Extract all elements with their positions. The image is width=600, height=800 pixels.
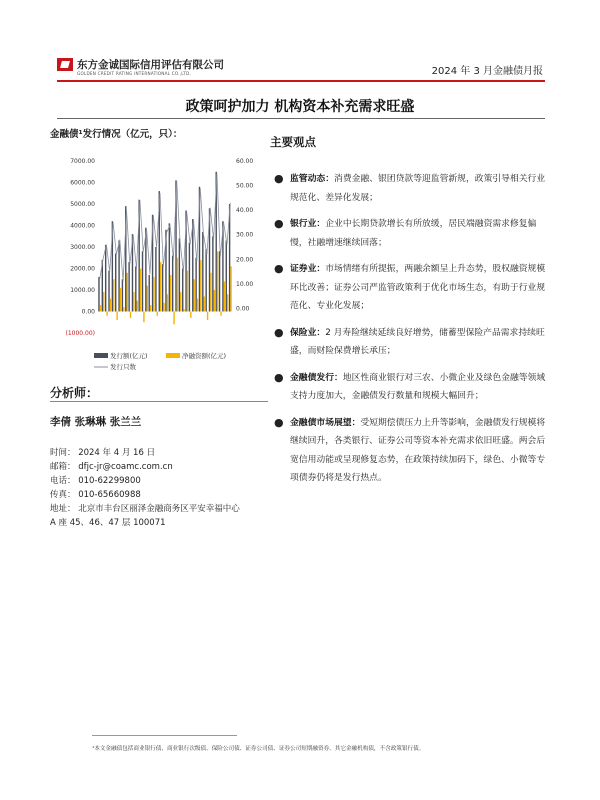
bar-issuance <box>122 279 123 311</box>
point-bond-issuance: ● 金融债发行：地区性商业银行对三农、小微企业及绿色金融等领域支持力度加大，金融债发行数量和规模大幅回升； <box>274 370 546 401</box>
bar-net-financing <box>143 312 144 323</box>
bar-issuance <box>179 238 180 311</box>
point-insurance: ● 保险业：2 月寿险继续延续良好增势，储蓄型保险产品需求持续旺盛，而财险保费增长承压； <box>274 325 545 356</box>
bullet-dot-icon: ● <box>274 172 284 185</box>
bar-net-financing <box>167 294 168 311</box>
bar-issuance <box>182 269 183 312</box>
company-logo <box>57 58 73 71</box>
bar-issuance <box>162 264 163 311</box>
bar-issuance <box>169 223 170 311</box>
bar-net-financing <box>193 279 194 311</box>
contact-email: 邮箱： dfjc-jr@coamc.com.cn <box>50 462 173 472</box>
bar-issuance <box>226 241 227 312</box>
bar-issuance <box>172 256 173 312</box>
bar-issuance <box>118 241 119 312</box>
bar-net-financing <box>220 312 221 316</box>
legend-swatch-issuance <box>94 353 108 358</box>
main-points-list <box>274 170 552 496</box>
bar-issuance <box>195 258 196 312</box>
bar-issuance <box>212 236 213 311</box>
right-axis-tick-label: 30.00 <box>236 231 254 239</box>
footnote: ¹本文金融债包括商业银行债、商业银行次级债、保险公司债、证券公司债、证券公司短期融资券、其它金融机构债，不含政策银行债。 <box>92 746 425 752</box>
bar-net-financing <box>123 307 124 311</box>
contact-address-line2: A 座 45、46、47 层 100071 <box>50 518 166 528</box>
left-axis-tick-label: (1000.00) <box>65 330 95 337</box>
report-date: 时间： 2024 年 4 月 16 日 <box>50 448 156 458</box>
analyst-heading: 分析师： <box>50 386 99 400</box>
bar-net-financing <box>157 312 158 316</box>
bar-net-financing <box>224 281 225 311</box>
point-market-outlook: ● 金融债市场展望：受短期偿债压力上升等影响，金融债发行规模将继续回升，各类银行、证券公司等资本补充需求依旧旺盛。两会后宽信用动能或呈现修复态势，在政策持续加码下，绿色、小微等专项债券仍将是发行热点。 <box>274 415 546 483</box>
bar-net-financing <box>177 258 178 312</box>
bullet-dot-icon: ● <box>274 217 284 230</box>
bar-issuance <box>219 251 220 311</box>
main-points-heading: 主要观点 <box>270 135 316 149</box>
report-name: 2024 年 3 月金融债月报 <box>431 66 543 77</box>
bar-net-financing <box>100 305 101 311</box>
bar-issuance <box>128 262 129 311</box>
left-axis-tick-label: 5000.00 <box>70 201 95 208</box>
bar-issuance <box>155 247 156 312</box>
right-axis-tick-label: 50.00 <box>236 182 254 190</box>
legend-label-count: 发行只数 <box>110 363 136 371</box>
bar-net-financing <box>116 312 117 321</box>
contact-address-line1: 地址： 北京市丰台区丽泽金融商务区平安幸福中心 <box>50 504 240 514</box>
bar-issuance <box>202 232 203 312</box>
analyst-names: 李倩 张琳琳 张兰兰 <box>50 416 142 428</box>
bar-issuance <box>149 275 150 312</box>
point-securities: ● 证券业：市场情绪有所提振，两融余额呈上升态势，股权融资规模环比改善；证券公司严监管政策利于优化市场生态，有助于行业规范化、专业化发展； <box>274 262 546 311</box>
bar-net-financing <box>113 279 114 311</box>
bar-net-financing <box>210 273 211 312</box>
bar-net-financing <box>204 296 205 311</box>
bar-net-financing <box>217 251 218 311</box>
bar-net-financing <box>190 312 191 318</box>
bar-net-financing <box>160 262 161 311</box>
right-axis-tick-label: 0.00 <box>236 305 250 313</box>
bar-net-financing <box>170 275 171 312</box>
bar-issuance <box>98 277 99 311</box>
footnote-rule <box>92 735 237 736</box>
org-english-name: GOLDEN CREDIT RATING INTERNATIONAL CO.,LTD. <box>77 71 191 76</box>
bar-net-financing <box>110 299 111 312</box>
left-axis-tick-label: 0.00 <box>81 308 95 316</box>
point-regulation: ● 监管动态：消费金融、银团贷款等迎监管新规，政策引导相关行业规范化、差异化发展； <box>274 172 546 203</box>
left-axis-tick-label: 3000.00 <box>70 244 95 251</box>
bar-issuance <box>135 266 136 311</box>
right-axis-tick-label: 40.00 <box>236 207 254 215</box>
chart-svg <box>50 153 268 378</box>
bar-net-financing <box>227 294 228 311</box>
bar-issuance <box>108 271 109 312</box>
title-rule <box>57 118 545 119</box>
bar-net-financing <box>230 266 231 311</box>
left-axis-tick-label: 7000.00 <box>70 158 95 165</box>
bar-net-financing <box>214 290 215 312</box>
bar-issuance <box>105 245 106 312</box>
legend-label-net: 净融资额(亿元) <box>182 352 227 360</box>
bar-net-financing <box>207 312 208 321</box>
bar-issuance <box>189 243 190 312</box>
bar-net-financing <box>187 271 188 312</box>
left-axis-tick-label: 6000.00 <box>70 179 95 187</box>
bar-net-financing <box>120 288 121 312</box>
legend-swatch-net <box>166 353 180 358</box>
bar-net-financing <box>197 299 198 312</box>
bar-net-financing <box>137 301 138 312</box>
bar-net-financing <box>163 303 164 312</box>
bar-net-financing <box>103 292 104 311</box>
bullet-dot-icon: ● <box>274 262 284 275</box>
left-axis-tick-label: 1000.00 <box>70 287 95 294</box>
bar-net-financing <box>173 312 174 325</box>
bar-net-financing <box>153 277 154 311</box>
right-axis-tick-label: 10.00 <box>236 280 254 288</box>
bar-issuance <box>142 251 143 311</box>
bar-net-financing <box>180 292 181 311</box>
bar-net-financing <box>106 312 107 316</box>
chart-title: 金融债¹发行情况（亿元，只）： <box>50 129 183 140</box>
page-title: 政策呵护加力 机构资本补充需求旺盛 <box>185 99 415 115</box>
bar-net-financing <box>183 309 184 311</box>
bullet-dot-icon: ● <box>274 370 284 384</box>
right-axis-tick-label: 60.00 <box>236 158 254 165</box>
bar-net-financing <box>200 260 201 312</box>
contact-phone: 电话： 010-62299800 <box>50 476 141 486</box>
point-banking: ● 银行业：企业中长期贷款增长有所放缓，居民端融资需求修复偏慢，社融增速继续回落； <box>274 217 537 248</box>
right-axis-tick-label: 20.00 <box>236 256 254 264</box>
bar-issuance <box>115 253 116 311</box>
left-axis-tick-label: 4000.00 <box>70 222 95 230</box>
bar-issuance <box>192 219 193 311</box>
bar-net-financing <box>140 269 141 312</box>
org-name: 东方金诚国际信用评估有限公司 <box>77 59 224 71</box>
header-rule <box>57 80 545 82</box>
contact-fax: 传真： 010-65660988 <box>50 490 141 500</box>
bar-net-financing <box>133 292 134 311</box>
bar-net-financing <box>147 286 148 312</box>
issuance-chart <box>50 153 268 378</box>
bullet-dot-icon: ● <box>274 325 284 339</box>
analyst-rule <box>50 401 268 402</box>
bar-net-financing <box>126 273 127 312</box>
bullet-dot-icon: ● <box>274 415 284 429</box>
bar-net-financing <box>130 312 131 318</box>
legend-label-issuance: 发行额(亿元) <box>110 352 148 360</box>
bar-net-financing <box>150 305 151 311</box>
bar-issuance <box>205 249 206 311</box>
left-axis-tick-label: 2000.00 <box>70 265 95 273</box>
